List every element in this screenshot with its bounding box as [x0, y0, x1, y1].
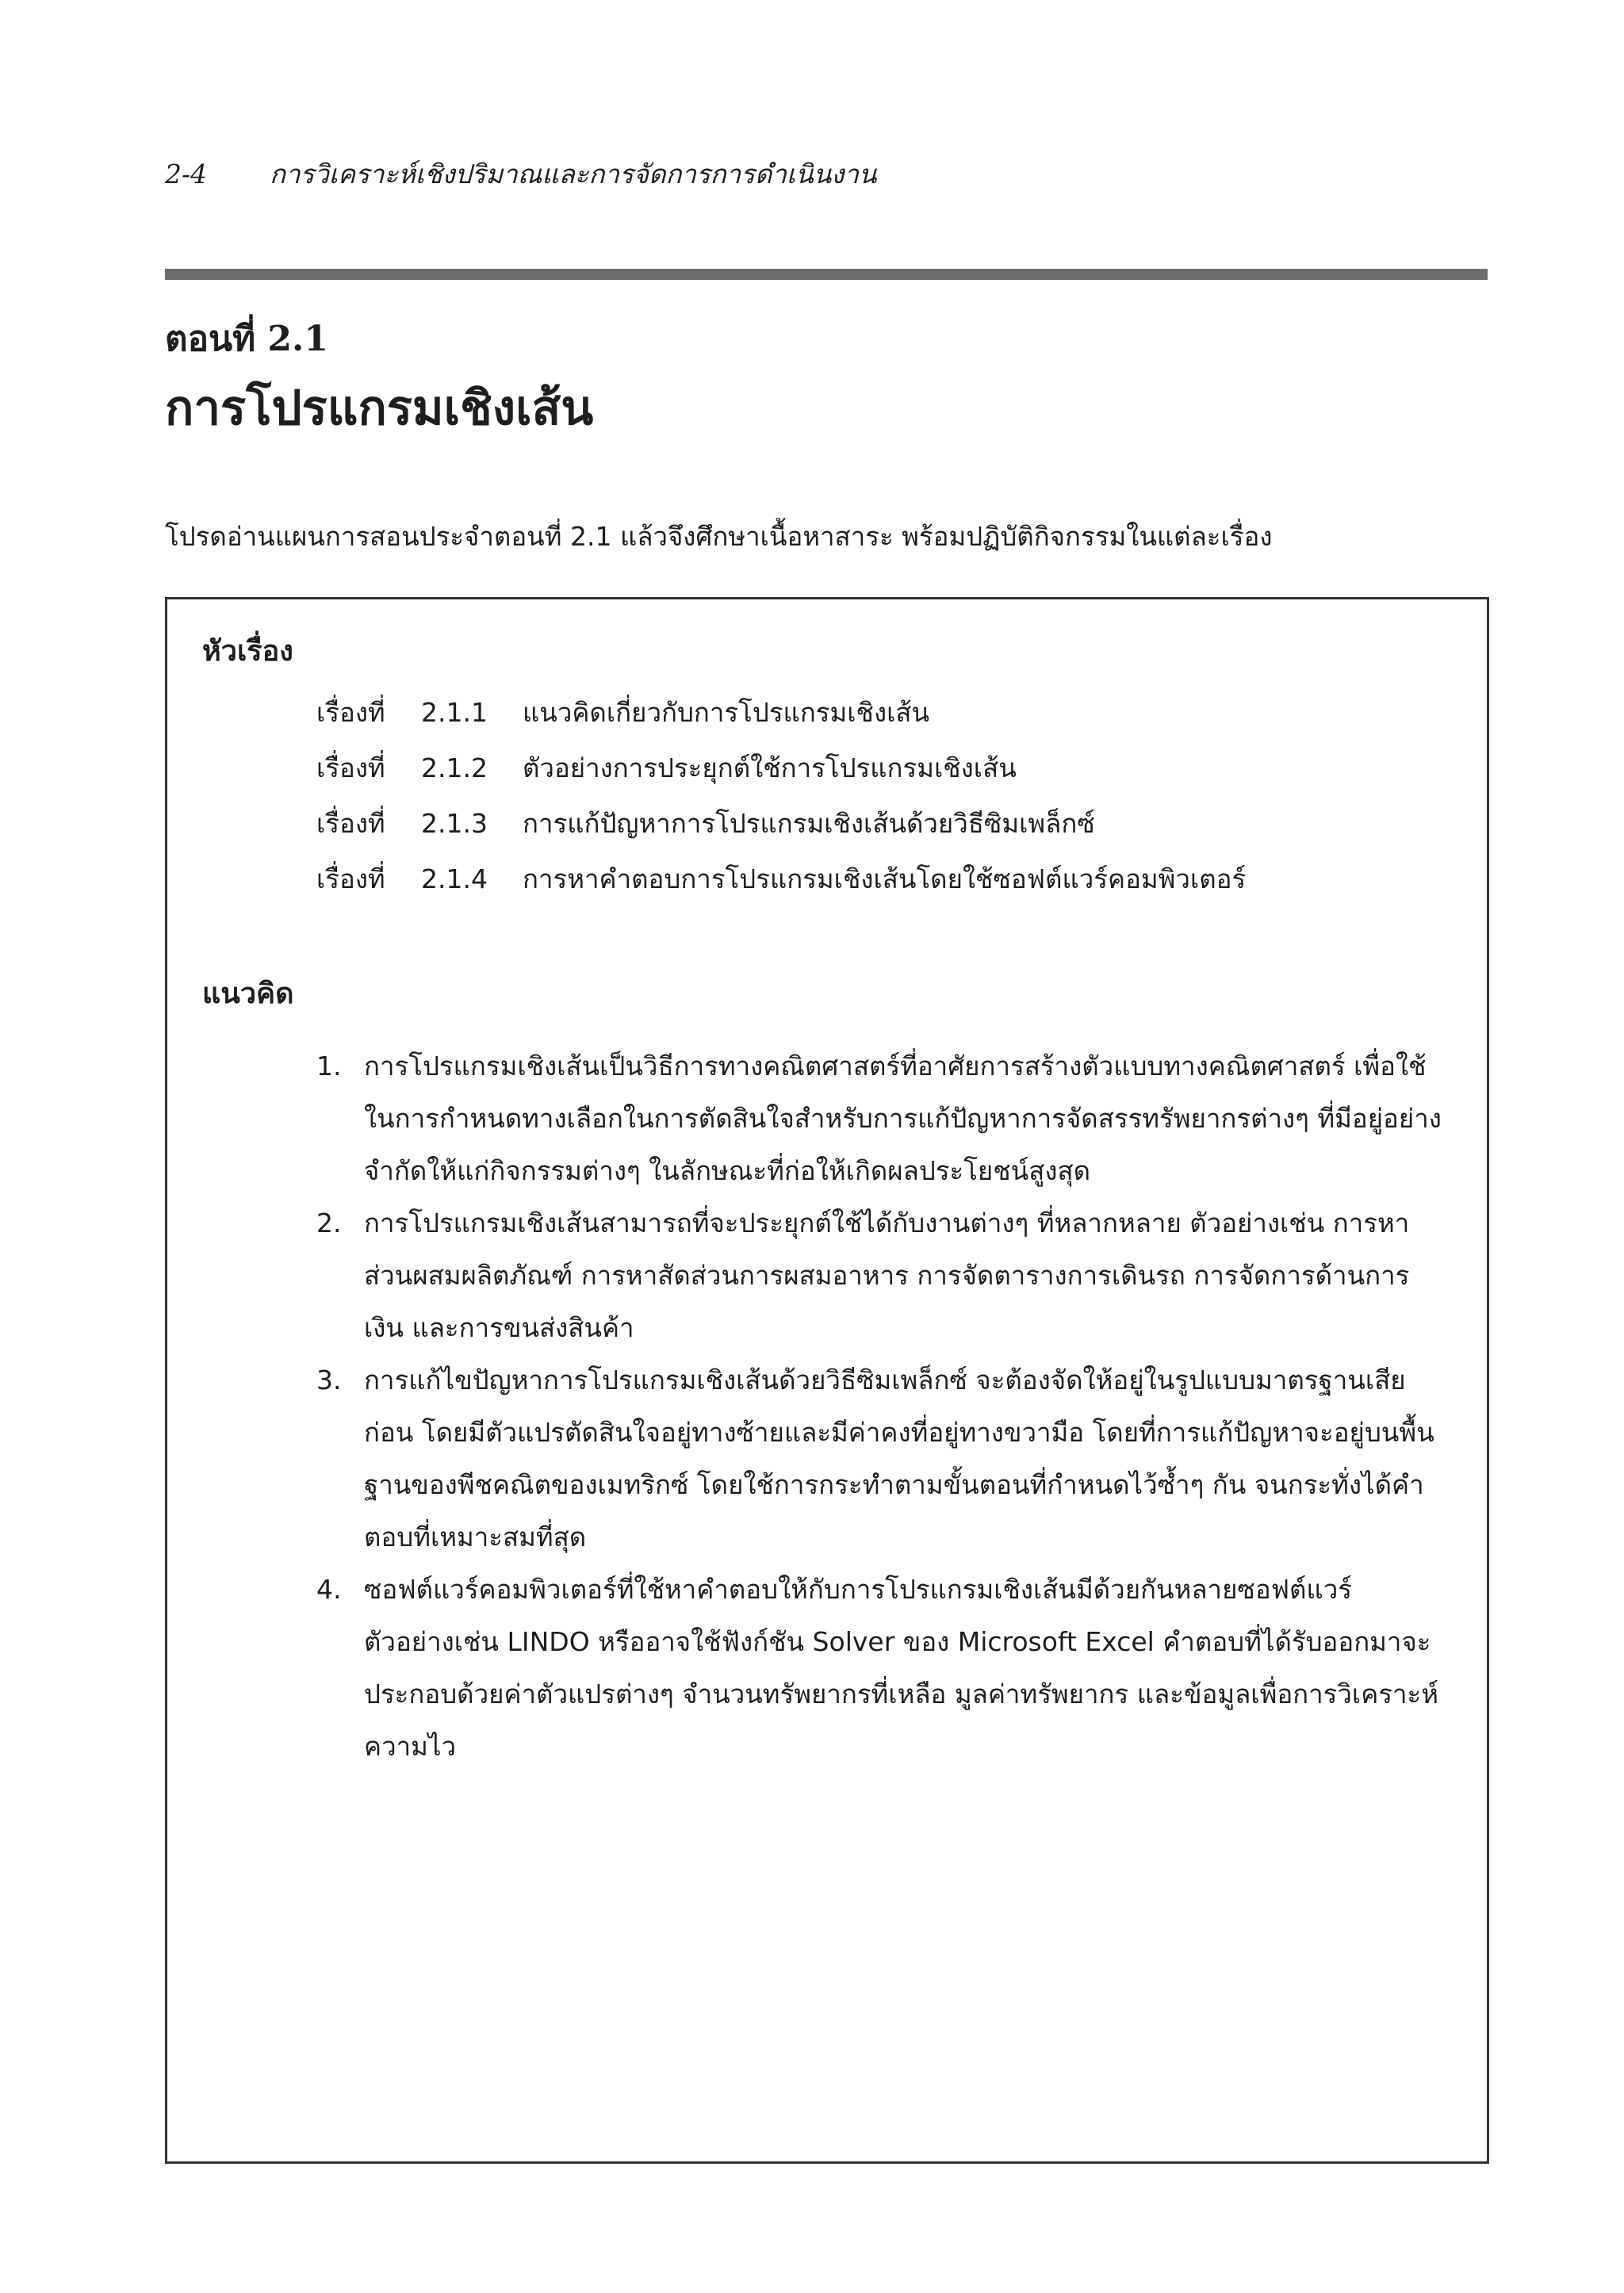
topic-prefix: เรื่องที่ [316, 863, 385, 894]
topic-item [316, 852, 1246, 907]
section-title: การโปรแกรมเชิงเส้น [165, 381, 594, 436]
page-header [165, 157, 1354, 192]
concept-text: การแก้ไขปัญหาการโปรแกรมเชิงเส้นด้วยวิธีซิมเพล็กซ์ จะต้องจัดให้อยู่ในรูปแบบมาตรฐานเสียก่อน โดยมีตัวแปรตัดสินใจอยู่ทางซ้ายและมีค่าคงที่อยู่ทางขวามือ โดยที่การแก้ปัญหาจะอยู่บนพื้นฐานของพีชคณิตของเมทริกซ์ โดยใช้การกระทำตามขั้นตอนที่กำหนดไว้ซ้ำๆ กัน จนกระทั่งได้คำตอบที่เหมาะสมที่สุด [364, 1365, 1434, 1552]
topic-list [316, 685, 1246, 907]
topic-item [316, 685, 1246, 741]
topic-prefix: เรื่องที่ [316, 697, 385, 728]
concept-number: 2. [316, 1208, 342, 1238]
topic-number: 2.1.1 [421, 697, 488, 728]
topics-heading: หัวเรื่อง [202, 634, 293, 668]
concept-item [316, 1564, 1442, 1773]
topic-number: 2.1.4 [421, 863, 488, 894]
topic-title: ตัวอย่างการประยุกต์ใช้การโปรแกรมเชิงเส้น [523, 752, 1017, 783]
concept-text: การโปรแกรมเชิงเส้นเป็นวิธีการทางคณิตศาสตร์ที่อาศัยการสร้างตัวแบบทางคณิตศาสตร์ เพื่อใช้ในการกำหนดทางเลือกในการตัดสินใจสำหรับการแก้ปัญหาการจัดสรรทรัพยากรต่างๆ ที่มีอยู่อย่างจำกัดให้แก่กิจกรรมต่างๆ ในลักษณะที่ก่อให้เกิดผลประโยชน์สูงสุด [364, 1051, 1442, 1186]
running-title: การวิเคราะห์เชิงปริมาณและการจัดการการดำเนินงาน [270, 159, 877, 189]
topic-title: แนวคิดเกี่ยวกับการโปรแกรมเชิงเส้น [523, 697, 930, 728]
topic-prefix: เรื่องที่ [316, 752, 385, 783]
topic-prefix: เรื่องที่ [316, 808, 385, 839]
topic-number: 2.1.3 [421, 808, 488, 839]
page-number: 2-4 [165, 159, 208, 189]
concept-item [316, 1354, 1442, 1564]
study-instruction: โปรดอ่านแผนการสอนประจำตอนที่ 2.1 แล้วจึงศึกษาเนื้อหาสาระ พร้อมปฏิบัติกิจกรรมในแต่ละเรื่อง [165, 521, 1273, 552]
study-plan-box [165, 597, 1489, 2164]
topic-title: การแก้ปัญหาการโปรแกรมเชิงเส้นด้วยวิธีซิมเพล็กซ์ [523, 808, 1095, 839]
concept-list [316, 1040, 1442, 1773]
topic-number: 2.1.2 [421, 752, 488, 783]
section-label: ตอนที่ 2.1 [165, 319, 328, 359]
section-divider [165, 269, 1488, 280]
concept-number: 3. [316, 1365, 342, 1395]
concepts-heading: แนวคิด [202, 977, 294, 1010]
topic-item [316, 741, 1246, 796]
concept-number: 4. [316, 1574, 342, 1605]
topic-title: การหาคำตอบการโปรแกรมเชิงเส้นโดยใช้ซอฟต์แวร์คอมพิวเตอร์ [523, 863, 1247, 894]
concept-text: ซอฟต์แวร์คอมพิวเตอร์ที่ใช้หาคำตอบให้กับการโปรแกรมเชิงเส้นมีด้วยกันหลายซอฟต์แวร์ ตัวอย่างเช่น LINDO หรืออาจใช้ฟังก์ชัน Solver ของ Microsoft Excel คำตอบที่ได้รับออกมาจะประกอบด้วยค่าตัวแปรต่างๆ จำนวนทรัพยากรที่เหลือ มูลค่าทรัพยากร และข้อมูลเพื่อการวิเคราะห์ความไว [364, 1574, 1439, 1762]
concept-item [316, 1197, 1442, 1354]
concept-item [316, 1040, 1442, 1197]
topic-item [316, 796, 1246, 852]
concept-number: 1. [316, 1051, 342, 1081]
concept-text: การโปรแกรมเชิงเส้นสามารถที่จะประยุกต์ใช้ได้กับงานต่างๆ ที่หลากหลาย ตัวอย่างเช่น การหาส่วนผสมผลิตภัณฑ์ การหาสัดส่วนการผสมอาหาร การจัดตารางการเดินรถ การจัดการด้านการเงิน และการขนส่งสินค้า [364, 1208, 1410, 1343]
